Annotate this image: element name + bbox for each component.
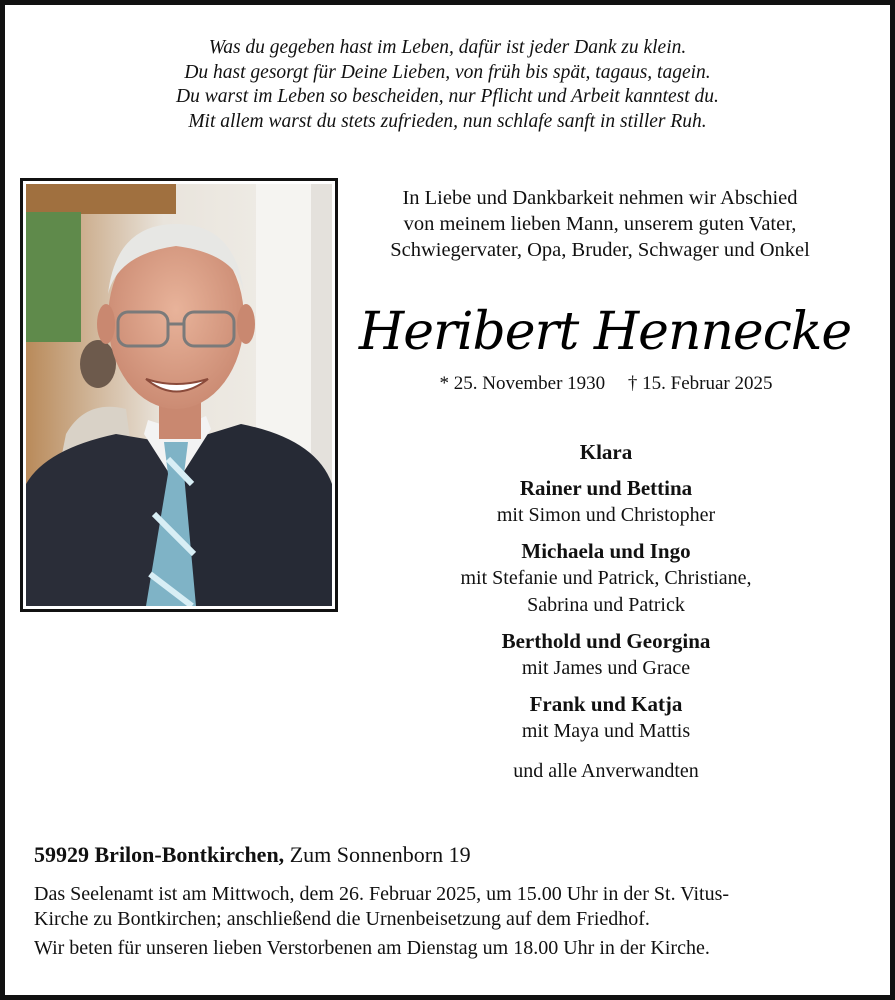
mourner-family-children: mit James und Grace (521, 657, 691, 679)
intro-text (350, 185, 850, 263)
service-line: Kirche zu Bontkirchen; anschließend die Urnenbeisetzung auf dem Friedhof. (34, 908, 650, 930)
poem-line: Du hast gesorgt für Deine Lieben, von früh bis spät, tagaus, tagein. (184, 61, 711, 83)
prayer-info: Wir beten für unseren lieben Verstorbenen am Dienstag um 18.00 Uhr in der Kirche. (34, 937, 710, 959)
mourner-family-children: mit Simon und Christopher (496, 504, 716, 526)
intro-line: In Liebe und Dankbarkeit nehmen wir Abschied (402, 187, 798, 209)
death-date: † 15. Februar 2025 (627, 373, 773, 394)
mourner-family-head: Berthold und Georgina (501, 629, 711, 653)
mourners-list (350, 438, 862, 785)
deceased-name: Heribert Hennecke (358, 302, 852, 362)
intro-line: von meinem lieben Mann, unserem guten Vater, (403, 213, 797, 235)
mourner-family-head: Frank und Katja (529, 692, 683, 716)
funeral-details (34, 840, 864, 961)
mourner-family-head: Michaela und Ingo (521, 539, 691, 563)
mourner-family-children: mit Maya und Mattis (521, 720, 691, 742)
address-city: 59929 Brilon-Bontkirchen, (34, 842, 285, 867)
mourner-family-children: Sabrina und Patrick (527, 594, 685, 616)
address-street: Zum Sonnenborn 19 (289, 842, 471, 867)
address (34, 840, 864, 870)
service-line: Das Seelenamt ist am Mittwoch, dem 26. Februar 2025, um 15.00 Uhr in der St. Vitus- (34, 883, 730, 905)
portrait-illustration (26, 184, 332, 606)
poem-line: Du warst im Leben so bescheiden, nur Pflicht und Arbeit kanntest du. (176, 86, 719, 107)
mourner-family-head: Rainer und Bettina (519, 476, 693, 500)
mourner-family-children: mit Stefanie und Patrick, Christiane, (460, 567, 752, 589)
mourner-spouse: Klara (579, 440, 633, 464)
poem-line: Was du gegeben hast im Leben, dafür ist jeder Dank zu klein. (208, 37, 687, 58)
life-dates (350, 372, 862, 396)
mourners-closing: und alle Anverwandten (513, 760, 699, 782)
poem-line: Mit allem warst du stets zufrieden, nun schlafe sanft in stiller Ruh. (188, 110, 707, 132)
poem (0, 36, 895, 134)
intro-line: Schwiegervater, Opa, Bruder, Schwager und Onkel (390, 239, 810, 261)
portrait-photo (20, 178, 338, 612)
birth-date: * 25. November 1930 (439, 373, 606, 394)
service-info (34, 882, 864, 932)
